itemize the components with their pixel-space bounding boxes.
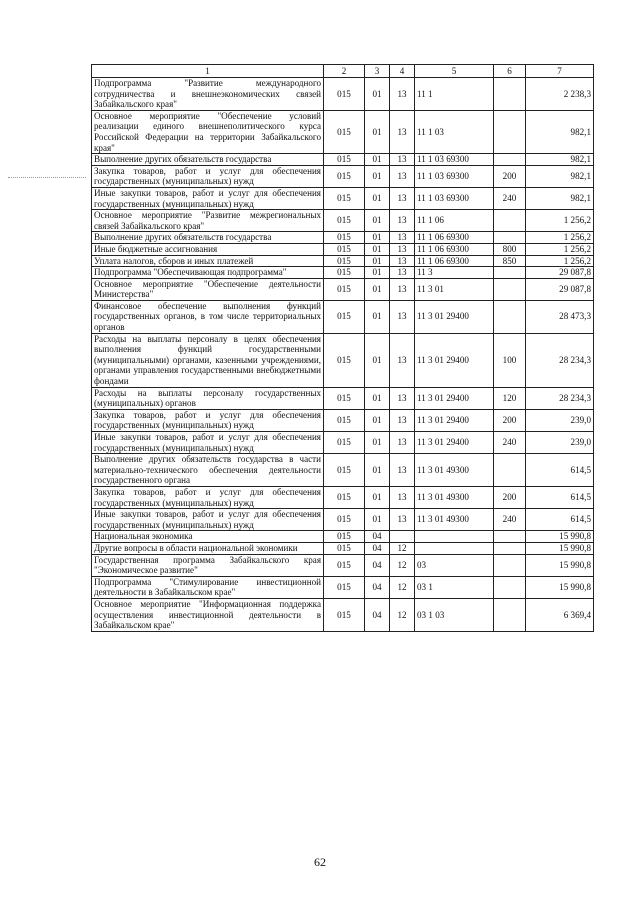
item-name-cell: Основное мероприятие "Обеспечение условий реализации единого внешнеполитического курса Российской Федерации на территории Забайкальского края" (92, 110, 324, 153)
section-code-cell: 04 (365, 554, 390, 576)
table-row (92, 154, 594, 166)
target-article-cell: 11 3 (415, 267, 494, 279)
item-name-cell: Подпрограмма "Стимулирование инвестиционной деятельности в Забайкальском крае" (92, 576, 324, 598)
ministry-code-cell: 015 (324, 454, 365, 487)
section-code-cell: 04 (365, 542, 390, 554)
amount-cell: 15 990,8 (526, 542, 594, 554)
table-row (92, 454, 594, 487)
item-name-cell: Закупка товаров, работ и услуг для обеспечения государственных (муниципальных) нужд (92, 165, 324, 187)
section-code-cell: 01 (365, 432, 390, 454)
amount-cell: 1 256,2 (526, 243, 594, 255)
amount-cell: 982,1 (526, 187, 594, 209)
target-article-cell: 11 3 01 29400 (415, 300, 494, 333)
ministry-code-cell: 015 (324, 598, 365, 631)
section-code-cell: 01 (365, 486, 390, 508)
table-body (92, 78, 594, 632)
expense-type-cell (494, 210, 526, 232)
table-row (92, 243, 594, 255)
ministry-code-cell: 015 (324, 110, 365, 153)
section-code-cell: 01 (365, 267, 390, 279)
budget-table (91, 64, 594, 632)
expense-type-cell (494, 154, 526, 166)
item-name-cell: Иные бюджетные ассигнования (92, 243, 324, 255)
amount-cell: 982,1 (526, 154, 594, 166)
table-row (92, 576, 594, 598)
item-name-cell: Основное мероприятие "Обеспечение деятельности Министерства" (92, 278, 324, 300)
amount-cell: 15 990,8 (526, 531, 594, 543)
expense-type-cell: 240 (494, 432, 526, 454)
item-name-cell: Расходы на выплаты персоналу в целях обеспечения выполнения функций государственными (муниципальными) органами, казенными учреждениями, органами управления государственными внебюджетными фондами (92, 333, 324, 387)
section-code-cell: 01 (365, 454, 390, 487)
ministry-code-cell: 015 (324, 554, 365, 576)
subsection-code-cell: 12 (390, 554, 415, 576)
ministry-code-cell: 015 (324, 387, 365, 409)
subsection-code-cell: 13 (390, 432, 415, 454)
subsection-code-cell: 13 (390, 278, 415, 300)
table-row (92, 255, 594, 267)
table-row (92, 542, 594, 554)
amount-cell: 239,0 (526, 409, 594, 431)
ministry-code-cell: 015 (324, 278, 365, 300)
subsection-code-cell: 13 (390, 187, 415, 209)
amount-cell: 29 087,8 (526, 278, 594, 300)
table-row (92, 232, 594, 244)
ministry-code-cell: 015 (324, 267, 365, 279)
table-row (92, 267, 594, 279)
subsection-code-cell: 13 (390, 255, 415, 267)
header-row (92, 65, 594, 78)
target-article-cell: 03 (415, 554, 494, 576)
table-row (92, 409, 594, 431)
ministry-code-cell: 015 (324, 243, 365, 255)
section-code-cell: 01 (365, 409, 390, 431)
target-article-cell: 11 1 03 69300 (415, 154, 494, 166)
item-name-cell: Закупка товаров, работ и услуг для обеспечения государственных (муниципальных) нужд (92, 409, 324, 431)
section-code-cell: 01 (365, 165, 390, 187)
amount-cell: 28 234,3 (526, 333, 594, 387)
subsection-code-cell: 13 (390, 78, 415, 111)
target-article-cell: 11 3 01 29400 (415, 387, 494, 409)
item-name-cell: Иные закупки товаров, работ и услуг для обеспечения государственных (муниципальных) нужд (92, 187, 324, 209)
target-article-cell: 11 1 03 (415, 110, 494, 153)
subsection-code-cell: 13 (390, 267, 415, 279)
amount-cell: 982,1 (526, 110, 594, 153)
section-code-cell: 01 (365, 300, 390, 333)
target-article-cell: 11 3 01 (415, 278, 494, 300)
item-name-cell: Иные закупки товаров, работ и услуг для обеспечения государственных (муниципальных) нужд (92, 509, 324, 531)
subsection-code-cell: 13 (390, 300, 415, 333)
ministry-code-cell: 015 (324, 210, 365, 232)
expense-type-cell (494, 232, 526, 244)
section-code-cell: 01 (365, 210, 390, 232)
expense-type-cell: 200 (494, 165, 526, 187)
item-name-cell: Иные закупки товаров, работ и услуг для обеспечения государственных (муниципальных) нужд (92, 432, 324, 454)
table-row (92, 300, 594, 333)
target-article-cell: 11 1 06 69300 (415, 232, 494, 244)
expense-type-cell (494, 300, 526, 333)
section-code-cell: 04 (365, 576, 390, 598)
subsection-code-cell: 13 (390, 232, 415, 244)
amount-cell: 614,5 (526, 486, 594, 508)
section-code-cell: 01 (365, 509, 390, 531)
expense-type-cell: 200 (494, 409, 526, 431)
subsection-code-cell: 13 (390, 333, 415, 387)
target-article-cell: 11 1 (415, 78, 494, 111)
subsection-code-cell: 13 (390, 210, 415, 232)
subsection-code-cell: 13 (390, 154, 415, 166)
target-article-cell: 11 3 01 49300 (415, 509, 494, 531)
table-row (92, 165, 594, 187)
ministry-code-cell: 015 (324, 300, 365, 333)
expense-type-cell (494, 454, 526, 487)
expense-type-cell: 850 (494, 255, 526, 267)
subsection-code-cell: 13 (390, 387, 415, 409)
page-number: 62 (314, 855, 326, 869)
ministry-code-cell: 015 (324, 542, 365, 554)
amount-cell: 1 256,2 (526, 210, 594, 232)
ministry-code-cell: 015 (324, 78, 365, 111)
subsection-code-cell: 13 (390, 110, 415, 153)
section-code-cell: 01 (365, 278, 390, 300)
table-row (92, 333, 594, 387)
subsection-code-cell: 13 (390, 509, 415, 531)
section-code-cell: 01 (365, 110, 390, 153)
table-row (92, 278, 594, 300)
amount-cell: 6 369,4 (526, 598, 594, 631)
item-name-cell: Подпрограмма "Развитие международного сотрудничества и внешнеэкономических связей Забайкальского края" (92, 78, 324, 111)
expense-type-cell: 240 (494, 187, 526, 209)
amount-cell: 1 256,2 (526, 232, 594, 244)
ministry-code-cell: 015 (324, 432, 365, 454)
item-name-cell: Выполнение других обязательств государства (92, 232, 324, 244)
item-name-cell: Основное мероприятие "Развитие межрегиональных связей Забайкальского края" (92, 210, 324, 232)
table-row (92, 531, 594, 543)
column-header: 3 (365, 65, 390, 78)
target-article-cell: 03 1 (415, 576, 494, 598)
ministry-code-cell: 015 (324, 486, 365, 508)
section-code-cell: 01 (365, 243, 390, 255)
table-row (92, 486, 594, 508)
subsection-code-cell: 13 (390, 454, 415, 487)
ministry-code-cell: 015 (324, 187, 365, 209)
target-article-cell: 11 3 01 29400 (415, 432, 494, 454)
expense-type-cell (494, 542, 526, 554)
amount-cell: 239,0 (526, 432, 594, 454)
amount-cell: 614,5 (526, 454, 594, 487)
amount-cell: 28 473,3 (526, 300, 594, 333)
section-code-cell: 01 (365, 187, 390, 209)
column-header: 5 (415, 65, 494, 78)
table-row (92, 110, 594, 153)
expense-type-cell (494, 267, 526, 279)
subsection-code-cell: 12 (390, 576, 415, 598)
ministry-code-cell: 015 (324, 232, 365, 244)
expense-type-cell (494, 531, 526, 543)
amount-cell: 614,5 (526, 509, 594, 531)
subsection-code-cell: 12 (390, 542, 415, 554)
item-name-cell: Подпрограмма "Обеспечивающая подпрограмма" (92, 267, 324, 279)
section-code-cell: 04 (365, 598, 390, 631)
expense-type-cell: 800 (494, 243, 526, 255)
ministry-code-cell: 015 (324, 165, 365, 187)
ministry-code-cell: 015 (324, 576, 365, 598)
target-article-cell: 11 3 01 49300 (415, 486, 494, 508)
subsection-code-cell (390, 531, 415, 543)
amount-cell: 982,1 (526, 165, 594, 187)
table-row (92, 210, 594, 232)
expense-type-cell: 120 (494, 387, 526, 409)
column-header: 6 (494, 65, 526, 78)
expense-type-cell: 200 (494, 486, 526, 508)
item-name-cell: Основное мероприятие "Информационная поддержка осуществления инвестиционной деятельности в Забайкальском крае" (92, 598, 324, 631)
subsection-code-cell: 13 (390, 486, 415, 508)
target-article-cell: 11 3 01 29400 (415, 333, 494, 387)
amount-cell: 29 087,8 (526, 267, 594, 279)
column-header: 7 (526, 65, 594, 78)
item-name-cell: Финансовое обеспечение выполнения функций государственных органов, в том числе территориальных органов (92, 300, 324, 333)
column-header: 1 (92, 65, 324, 78)
item-name-cell: Государственная программа Забайкальского края "Экономическое развитие" (92, 554, 324, 576)
scan-artifact (8, 177, 86, 179)
item-name-cell: Расходы на выплаты персоналу государственных (муниципальных) органов (92, 387, 324, 409)
amount-cell: 15 990,8 (526, 576, 594, 598)
table-row (92, 432, 594, 454)
amount-cell: 1 256,2 (526, 255, 594, 267)
ministry-code-cell: 015 (324, 409, 365, 431)
expense-type-cell (494, 110, 526, 153)
expense-type-cell (494, 554, 526, 576)
table-row (92, 78, 594, 111)
section-code-cell: 01 (365, 78, 390, 111)
target-article-cell (415, 531, 494, 543)
expense-type-cell (494, 278, 526, 300)
target-article-cell: 11 1 06 69300 (415, 243, 494, 255)
item-name-cell: Национальная экономика (92, 531, 324, 543)
section-code-cell: 01 (365, 333, 390, 387)
expense-type-cell (494, 598, 526, 631)
table-row (92, 387, 594, 409)
column-header: 4 (390, 65, 415, 78)
target-article-cell: 11 1 03 69300 (415, 187, 494, 209)
item-name-cell: Выполнение других обязательств государства (92, 154, 324, 166)
ministry-code-cell: 015 (324, 509, 365, 531)
section-code-cell: 01 (365, 232, 390, 244)
ministry-code-cell: 015 (324, 154, 365, 166)
target-article-cell: 11 3 01 29400 (415, 409, 494, 431)
subsection-code-cell: 13 (390, 165, 415, 187)
subsection-code-cell: 13 (390, 243, 415, 255)
amount-cell: 2 238,3 (526, 78, 594, 111)
target-article-cell (415, 542, 494, 554)
target-article-cell: 11 1 03 69300 (415, 165, 494, 187)
table-row (92, 187, 594, 209)
item-name-cell: Выполнение других обязательств государства в части материально-технического обеспечения деятельности государственного органа (92, 454, 324, 487)
item-name-cell: Другие вопросы в области национальной экономики (92, 542, 324, 554)
amount-cell: 28 234,3 (526, 387, 594, 409)
target-article-cell: 03 1 03 (415, 598, 494, 631)
amount-cell: 15 990,8 (526, 554, 594, 576)
expense-type-cell: 100 (494, 333, 526, 387)
expense-type-cell (494, 576, 526, 598)
table-row (92, 598, 594, 631)
expense-type-cell (494, 78, 526, 111)
ministry-code-cell: 015 (324, 531, 365, 543)
section-code-cell: 01 (365, 387, 390, 409)
subsection-code-cell: 12 (390, 598, 415, 631)
column-header: 2 (324, 65, 365, 78)
target-article-cell: 11 1 06 (415, 210, 494, 232)
section-code-cell: 01 (365, 154, 390, 166)
ministry-code-cell: 015 (324, 255, 365, 267)
expense-type-cell: 240 (494, 509, 526, 531)
section-code-cell: 04 (365, 531, 390, 543)
item-name-cell: Закупка товаров, работ и услуг для обеспечения государственных (муниципальных) нужд (92, 486, 324, 508)
section-code-cell: 01 (365, 255, 390, 267)
target-article-cell: 11 1 06 69300 (415, 255, 494, 267)
ministry-code-cell: 015 (324, 333, 365, 387)
target-article-cell: 11 3 01 49300 (415, 454, 494, 487)
table-row (92, 554, 594, 576)
item-name-cell: Уплата налогов, сборов и иных платежей (92, 255, 324, 267)
subsection-code-cell: 13 (390, 409, 415, 431)
table-row (92, 509, 594, 531)
